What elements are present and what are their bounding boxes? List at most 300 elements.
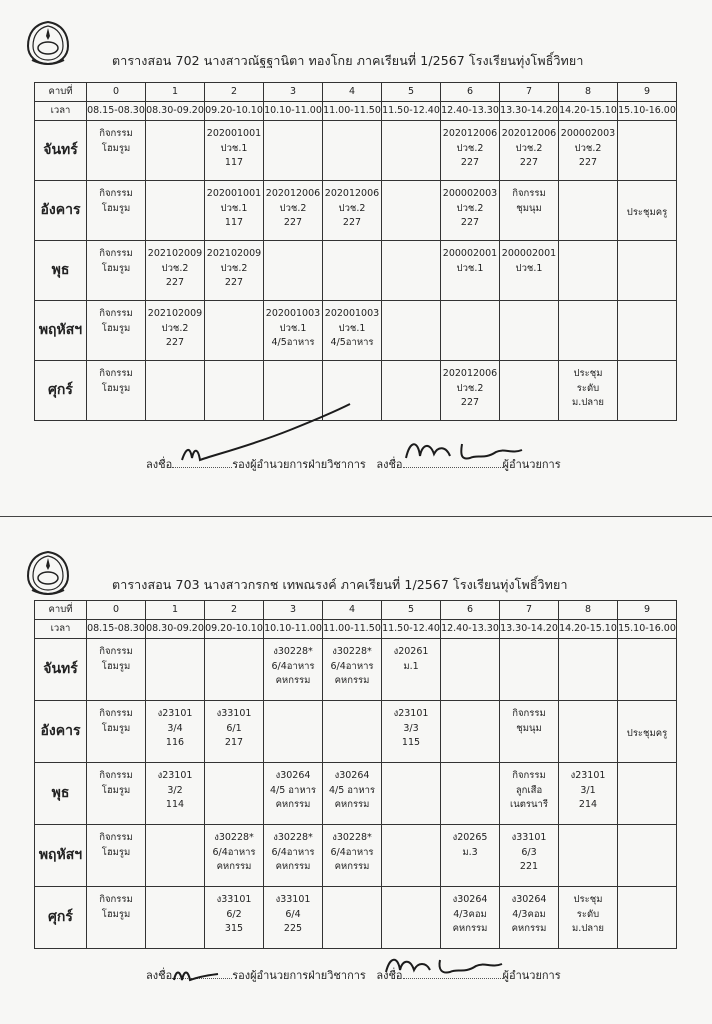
cell-line: คหกรรม bbox=[452, 923, 488, 935]
cell-line: กิจกรรม bbox=[99, 770, 133, 781]
schedule-cell bbox=[323, 887, 382, 949]
schedule-cell bbox=[559, 763, 618, 825]
cell-line: ประชุม bbox=[573, 368, 603, 379]
cell-line: ลูกเสือ bbox=[515, 784, 543, 796]
schedule-cell bbox=[87, 241, 146, 301]
schedule-cell bbox=[559, 181, 618, 241]
period-number: 0 bbox=[87, 83, 146, 102]
sign-prefix: ลงชื่อ bbox=[376, 458, 403, 471]
schedule-cell bbox=[559, 241, 618, 301]
cell-line: 3/2 bbox=[167, 784, 183, 796]
schedule-cell bbox=[146, 121, 205, 181]
cell-line: 315 bbox=[224, 923, 244, 935]
period-number: 8 bbox=[559, 83, 618, 102]
cell-line: 200002003 bbox=[442, 188, 498, 199]
schedule-cell bbox=[500, 181, 559, 241]
schedule-cell bbox=[500, 639, 559, 701]
schedule-cell bbox=[264, 887, 323, 949]
cell-line: ปวช.1 bbox=[279, 322, 307, 334]
director-role: ผู้อำนวยการ bbox=[502, 969, 561, 982]
cell-line: คหกรรม bbox=[334, 799, 370, 811]
schedule-cell bbox=[559, 825, 618, 887]
schedule-cell bbox=[264, 121, 323, 181]
schedule-cell bbox=[323, 825, 382, 887]
schedule-cell bbox=[382, 121, 441, 181]
schedule-cell bbox=[618, 181, 677, 241]
cell-line: ปวช.1 bbox=[220, 202, 248, 214]
time-slot: 11.50-12.40 bbox=[382, 620, 441, 639]
period-number: 6 bbox=[441, 83, 500, 102]
schedule-cell bbox=[205, 887, 264, 949]
schedule-cell bbox=[87, 763, 146, 825]
cell-line: ม.ปลาย bbox=[571, 923, 605, 935]
period-number: 4 bbox=[323, 83, 382, 102]
day-row bbox=[35, 887, 677, 949]
day-name: จันทร์ bbox=[35, 639, 87, 701]
sign-prefix: ลงชื่อ bbox=[146, 969, 173, 982]
day-name: จันทร์ bbox=[35, 121, 87, 181]
schedule-cell bbox=[87, 361, 146, 421]
time-row bbox=[35, 102, 677, 121]
schedule-cell bbox=[264, 701, 323, 763]
cell-line: คหกรรม bbox=[511, 923, 547, 935]
cell-line: โฮมรูม bbox=[101, 202, 131, 214]
schedule-cell bbox=[146, 639, 205, 701]
cell-line: ปวช.1 bbox=[220, 142, 248, 154]
schedule-cell bbox=[500, 887, 559, 949]
cell-line: กิจกรรม bbox=[99, 248, 133, 259]
day-name: พฤหัสฯ bbox=[35, 301, 87, 361]
schedule-cell bbox=[500, 121, 559, 181]
cell-line: 3/1 bbox=[580, 784, 596, 796]
schedule-cell bbox=[559, 121, 618, 181]
cell-line: 117 bbox=[224, 157, 244, 169]
cell-line: ง23101 bbox=[570, 770, 606, 781]
cell-line: 227 bbox=[578, 157, 598, 169]
deputy-director-role: รองผู้อำนวยการฝ่ายวิชาการ bbox=[232, 458, 366, 471]
signature-blank bbox=[172, 467, 232, 468]
cell-line: 202001003 bbox=[324, 308, 380, 319]
cell-line: โฮมรูม bbox=[101, 660, 131, 672]
cell-line: 202012006 bbox=[442, 128, 498, 139]
cell-line: ง30228* bbox=[332, 646, 372, 657]
day-row bbox=[35, 181, 677, 241]
schedule-cell bbox=[559, 639, 618, 701]
schedule-cell bbox=[146, 763, 205, 825]
cell-line: ประชุมครู bbox=[626, 207, 668, 219]
cell-line: ง30228* bbox=[273, 832, 313, 843]
cell-line: ปวช.2 bbox=[456, 142, 484, 154]
schedule-cell bbox=[264, 181, 323, 241]
cell-line: 202102009 bbox=[147, 248, 203, 259]
cell-line: ปวช.2 bbox=[574, 142, 602, 154]
time-slot: 12.40-13.30 bbox=[441, 620, 500, 639]
schedule-cell bbox=[441, 887, 500, 949]
schedule-cell bbox=[264, 763, 323, 825]
day-row bbox=[35, 825, 677, 887]
cell-line: 202102009 bbox=[206, 248, 262, 259]
schedule-cell bbox=[500, 701, 559, 763]
cell-line: ปวช.2 bbox=[456, 382, 484, 394]
schedule-cell bbox=[323, 241, 382, 301]
cell-line: ชุมนุม bbox=[516, 202, 542, 214]
day-name: พฤหัสฯ bbox=[35, 825, 87, 887]
cell-line: กิจกรรม bbox=[99, 646, 133, 657]
schedule-cell bbox=[87, 181, 146, 241]
cell-line: กิจกรรม bbox=[99, 188, 133, 199]
time-slot: 14.20-15.10 bbox=[559, 102, 618, 121]
sign-prefix: ลงชื่อ bbox=[146, 458, 173, 471]
period-number: 9 bbox=[618, 83, 677, 102]
cell-line: กิจกรรม bbox=[512, 708, 546, 719]
schedule-cell bbox=[87, 301, 146, 361]
cell-line: ง23101 bbox=[393, 708, 429, 719]
time-slot: 10.10-11.00 bbox=[264, 102, 323, 121]
day-row bbox=[35, 121, 677, 181]
schedule-cell bbox=[146, 701, 205, 763]
cell-line: โฮมรูม bbox=[101, 262, 131, 274]
day-name: อังคาร bbox=[35, 701, 87, 763]
time-label: เวลา bbox=[35, 102, 87, 121]
cell-line: 4/3คอม bbox=[453, 908, 487, 920]
schedule-cell bbox=[264, 361, 323, 421]
period-number: 5 bbox=[382, 601, 441, 620]
cell-line: 227 bbox=[283, 217, 303, 229]
schedule-cell bbox=[323, 763, 382, 825]
schedule-cell bbox=[382, 887, 441, 949]
cell-line: ง30228* bbox=[273, 646, 313, 657]
cell-line: 6/1 bbox=[226, 722, 242, 734]
time-slot: 15.10-16.00 bbox=[618, 102, 677, 121]
schedule-cell bbox=[382, 301, 441, 361]
schedule-cell bbox=[618, 639, 677, 701]
cell-line: ง30264 bbox=[452, 894, 488, 905]
schedule-cell bbox=[382, 361, 441, 421]
cell-line: 202012006 bbox=[442, 368, 498, 379]
time-slot: 11.00-11.50 bbox=[323, 102, 382, 121]
cell-line: 227 bbox=[460, 217, 480, 229]
schedule-cell bbox=[146, 241, 205, 301]
cell-line: โฮมรูม bbox=[101, 908, 131, 920]
period-number: 5 bbox=[382, 83, 441, 102]
cell-line: 202012006 bbox=[501, 128, 557, 139]
schedule-cell bbox=[205, 181, 264, 241]
schedule-cell bbox=[323, 361, 382, 421]
cell-line: ม.3 bbox=[462, 846, 478, 858]
cell-line: กิจกรรม bbox=[99, 368, 133, 379]
schedule-cell bbox=[146, 181, 205, 241]
cell-line: ง20265 bbox=[452, 832, 488, 843]
time-slot: 11.00-11.50 bbox=[323, 620, 382, 639]
cell-line: โฮมรูม bbox=[101, 784, 131, 796]
signature-blank bbox=[403, 467, 503, 468]
cell-line: ประชุมครู bbox=[626, 728, 668, 740]
schedule-cell bbox=[87, 887, 146, 949]
schedule-cell bbox=[323, 701, 382, 763]
cell-line: กิจกรรม bbox=[99, 832, 133, 843]
cell-line: 227 bbox=[165, 277, 185, 289]
cell-line: ชุมนุม bbox=[516, 722, 542, 734]
schedule-cell bbox=[205, 825, 264, 887]
cell-line: ม.ปลาย bbox=[571, 397, 605, 409]
day-rows bbox=[35, 639, 677, 949]
schedule-cell bbox=[618, 825, 677, 887]
cell-line: กิจกรรม bbox=[99, 894, 133, 905]
time-slot: 08.15-08.30 bbox=[87, 102, 146, 121]
schedule-cell bbox=[264, 241, 323, 301]
day-rows bbox=[35, 121, 677, 421]
schedule-cell bbox=[205, 121, 264, 181]
cell-line: 227 bbox=[460, 397, 480, 409]
cell-line: ง30264 bbox=[275, 770, 311, 781]
schedule-cell bbox=[559, 301, 618, 361]
schedule-cell bbox=[323, 121, 382, 181]
deputy-director-role: รองผู้อำนวยการฝ่ายวิชาการ bbox=[232, 969, 366, 982]
cell-line: 200002001 bbox=[501, 248, 557, 259]
schedule-cell bbox=[500, 241, 559, 301]
cell-line: 227 bbox=[460, 157, 480, 169]
day-row bbox=[35, 763, 677, 825]
cell-line: 221 bbox=[519, 861, 539, 873]
cell-line: โฮมรูม bbox=[101, 382, 131, 394]
schedule-cell bbox=[441, 241, 500, 301]
schedule-cell bbox=[500, 301, 559, 361]
period-number: 3 bbox=[264, 83, 323, 102]
cell-line: 202001001 bbox=[206, 128, 262, 139]
schedule-cell bbox=[205, 301, 264, 361]
time-slot: 11.50-12.40 bbox=[382, 102, 441, 121]
cell-line: ปวช.2 bbox=[220, 262, 248, 274]
schedule-cell bbox=[441, 301, 500, 361]
cell-line: 116 bbox=[165, 737, 185, 749]
schedule-cell bbox=[87, 639, 146, 701]
time-slot: 10.10-11.00 bbox=[264, 620, 323, 639]
schedule-cell bbox=[382, 241, 441, 301]
schedule-cell bbox=[559, 887, 618, 949]
period-label: คาบที่ bbox=[35, 601, 87, 620]
cell-line: 6/4อาหาร bbox=[212, 846, 256, 858]
schedule-cell bbox=[441, 701, 500, 763]
cell-line: ง20261 bbox=[393, 646, 429, 657]
schedule-cell bbox=[382, 639, 441, 701]
cell-line: 6/4 bbox=[285, 908, 301, 920]
cell-line: ปวช.2 bbox=[161, 322, 189, 334]
time-slot: 14.20-15.10 bbox=[559, 620, 618, 639]
cell-line: กิจกรรม bbox=[512, 770, 546, 781]
schedule-cell bbox=[382, 181, 441, 241]
cell-line: ง30264 bbox=[334, 770, 370, 781]
cell-line: โฮมรูม bbox=[101, 722, 131, 734]
cell-line: ประชุม bbox=[573, 894, 603, 905]
period-number: 2 bbox=[205, 83, 264, 102]
cell-line: ง30228* bbox=[332, 832, 372, 843]
day-name: ศุกร์ bbox=[35, 887, 87, 949]
cell-line: 6/3 bbox=[521, 846, 537, 858]
time-slot: 08.30-09.20 bbox=[146, 102, 205, 121]
timetable bbox=[34, 82, 677, 421]
cell-line: คหกรรม bbox=[216, 861, 252, 873]
schedule-cell bbox=[382, 763, 441, 825]
schedule-cell bbox=[264, 639, 323, 701]
cell-line: 3/4 bbox=[167, 722, 183, 734]
schedule-cell bbox=[441, 639, 500, 701]
day-row bbox=[35, 639, 677, 701]
schedule-cell bbox=[500, 361, 559, 421]
period-number: 4 bbox=[323, 601, 382, 620]
schedule-title: ตารางสอน 703 นางสาวกรกช เทพณรงค์ ภาคเรียนที่ 1/2567 โรงเรียนทุ่งโพธิ์วิทยา bbox=[112, 577, 568, 592]
schedule-title: ตารางสอน 702 นางสาวณัฐฐานิตา ทองโกย ภาคเรียนที่ 1/2567 โรงเรียนทุ่งโพธิ์วิทยา bbox=[112, 53, 584, 68]
schedule-cell bbox=[559, 361, 618, 421]
period-row bbox=[35, 601, 677, 620]
cell-line: คหกรรม bbox=[334, 675, 370, 687]
schedule-cell bbox=[323, 181, 382, 241]
cell-line: 4/5 อาหาร bbox=[269, 784, 317, 796]
day-row bbox=[35, 701, 677, 763]
cell-line: ปวช.1 bbox=[515, 262, 543, 274]
cell-line: กิจกรรม bbox=[99, 128, 133, 139]
schedule-cell bbox=[618, 701, 677, 763]
cell-line: ปวช.2 bbox=[456, 202, 484, 214]
cell-line: ปวช.1 bbox=[338, 322, 366, 334]
period-number: 7 bbox=[500, 83, 559, 102]
schedule-cell bbox=[441, 181, 500, 241]
schedule-cell bbox=[264, 825, 323, 887]
schedule-cell bbox=[618, 763, 677, 825]
schedule-cell bbox=[323, 639, 382, 701]
cell-line: ง23101 bbox=[157, 770, 193, 781]
time-slot: 15.10-16.00 bbox=[618, 620, 677, 639]
cell-line: ง30228* bbox=[214, 832, 254, 843]
cell-line: 202012006 bbox=[324, 188, 380, 199]
cell-line: คหกรรม bbox=[334, 861, 370, 873]
schedule-cell bbox=[500, 825, 559, 887]
time-row bbox=[35, 620, 677, 639]
cell-line: คหกรรม bbox=[275, 799, 311, 811]
day-name: ศุกร์ bbox=[35, 361, 87, 421]
cell-line: 4/5อาหาร bbox=[271, 337, 315, 349]
period-label: คาบที่ bbox=[35, 83, 87, 102]
schedule-cell bbox=[205, 361, 264, 421]
cell-line: ปวช.2 bbox=[515, 142, 543, 154]
cell-line: ปวช.1 bbox=[456, 262, 484, 274]
period-number: 9 bbox=[618, 601, 677, 620]
period-row bbox=[35, 83, 677, 102]
day-name: อังคาร bbox=[35, 181, 87, 241]
cell-line: 6/4อาหาร bbox=[271, 660, 315, 672]
cell-line: ง23101 bbox=[157, 708, 193, 719]
cell-line: 227 bbox=[519, 157, 539, 169]
day-row bbox=[35, 301, 677, 361]
time-slot: 09.20-10.10 bbox=[205, 102, 264, 121]
cell-line: คหกรรม bbox=[275, 675, 311, 687]
cell-line: 200002001 bbox=[442, 248, 498, 259]
cell-line: โฮมรูม bbox=[101, 846, 131, 858]
director-role: ผู้อำนวยการ bbox=[502, 458, 561, 471]
schedule-cell bbox=[500, 763, 559, 825]
cell-line: 114 bbox=[165, 799, 185, 811]
cell-line: 214 bbox=[578, 799, 598, 811]
time-slot: 13.30-14.20 bbox=[500, 102, 559, 121]
schedule-cell bbox=[441, 763, 500, 825]
cell-line: 4/5 อาหาร bbox=[328, 784, 376, 796]
schedule-cell bbox=[205, 241, 264, 301]
schedule-cell bbox=[205, 639, 264, 701]
schedule-cell bbox=[87, 825, 146, 887]
page-divider bbox=[0, 516, 712, 517]
schedule-cell bbox=[441, 825, 500, 887]
schedule-cell bbox=[618, 887, 677, 949]
cell-line: 202012006 bbox=[265, 188, 321, 199]
day-name: พุธ bbox=[35, 241, 87, 301]
cell-line: ปวช.2 bbox=[279, 202, 307, 214]
time-slot: 12.40-13.30 bbox=[441, 102, 500, 121]
cell-line: 3/3 bbox=[403, 722, 419, 734]
cell-line: 6/2 bbox=[226, 908, 242, 920]
cell-line: ง33101 bbox=[216, 894, 252, 905]
day-row bbox=[35, 241, 677, 301]
day-name: พุธ bbox=[35, 763, 87, 825]
schedule-cell bbox=[146, 825, 205, 887]
cell-line: ง33101 bbox=[275, 894, 311, 905]
signature-line bbox=[146, 455, 561, 473]
cell-line: 225 bbox=[283, 923, 303, 935]
schedule-cell bbox=[323, 301, 382, 361]
cell-line: กิจกรรม bbox=[512, 188, 546, 199]
schedule-cell bbox=[382, 825, 441, 887]
schedule-cell bbox=[87, 121, 146, 181]
schedule-cell bbox=[146, 361, 205, 421]
day-row bbox=[35, 361, 677, 421]
schedule-cell bbox=[618, 241, 677, 301]
schedule-cell bbox=[205, 701, 264, 763]
cell-line: 227 bbox=[342, 217, 362, 229]
cell-line: 6/4อาหาร bbox=[271, 846, 315, 858]
cell-line: โฮมรูม bbox=[101, 322, 131, 334]
schedule-cell bbox=[87, 701, 146, 763]
time-slot: 08.15-08.30 bbox=[87, 620, 146, 639]
cell-line: 6/4อาหาร bbox=[330, 846, 374, 858]
sign-prefix: ลงชื่อ bbox=[376, 969, 403, 982]
period-number: 0 bbox=[87, 601, 146, 620]
schedule-cell bbox=[382, 701, 441, 763]
cell-line: ง33101 bbox=[511, 832, 547, 843]
cell-line: 4/5อาหาร bbox=[330, 337, 374, 349]
period-number: 3 bbox=[264, 601, 323, 620]
cell-line: คหกรรม bbox=[275, 861, 311, 873]
timetable bbox=[34, 600, 677, 949]
cell-line: เนตรนารี bbox=[510, 799, 548, 811]
cell-line: 227 bbox=[224, 277, 244, 289]
time-slot: 13.30-14.20 bbox=[500, 620, 559, 639]
period-number: 1 bbox=[146, 83, 205, 102]
cell-line: กิจกรรม bbox=[99, 708, 133, 719]
cell-line: โฮมรูม bbox=[101, 142, 131, 154]
cell-line: 202102009 bbox=[147, 308, 203, 319]
cell-line: ง30264 bbox=[511, 894, 547, 905]
signature-blank bbox=[172, 978, 232, 979]
schedule-cell bbox=[559, 701, 618, 763]
schedule-cell bbox=[146, 887, 205, 949]
cell-line: 217 bbox=[224, 737, 244, 749]
cell-line: ม.1 bbox=[403, 660, 419, 672]
cell-line: 202001003 bbox=[265, 308, 321, 319]
period-number: 8 bbox=[559, 601, 618, 620]
schedule-cell bbox=[441, 361, 500, 421]
period-number: 1 bbox=[146, 601, 205, 620]
cell-line: ปวช.2 bbox=[161, 262, 189, 274]
cell-line: 117 bbox=[224, 217, 244, 229]
cell-line: 6/4อาหาร bbox=[330, 660, 374, 672]
